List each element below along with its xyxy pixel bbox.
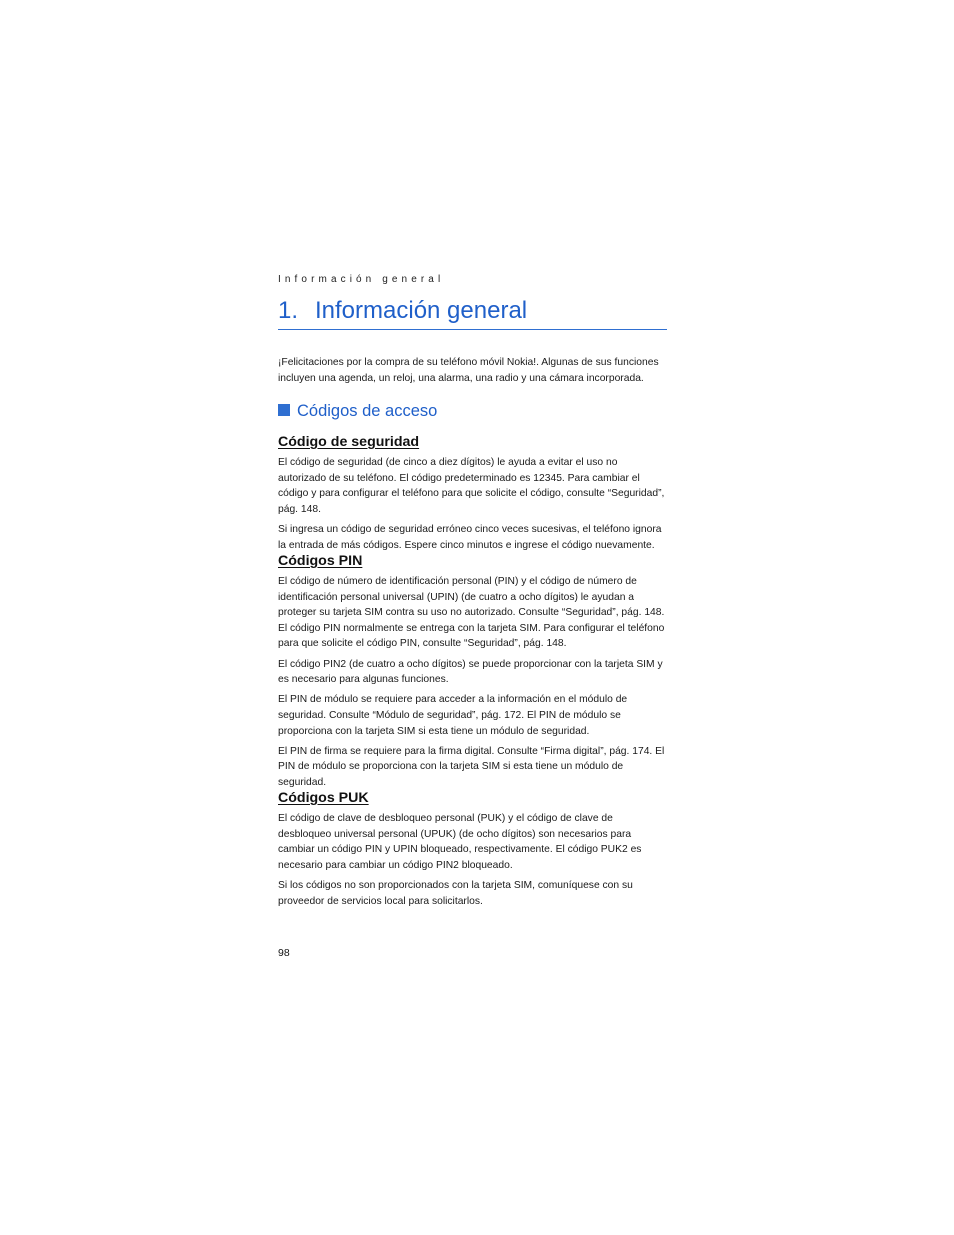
paragraph: El código PIN2 (de cuatro a ocho dígitos) se puede proporcionar con la tarjeta SIM y es necesario para algunas funciones. (278, 658, 663, 686)
running-header: Información general (278, 274, 445, 285)
section-square-icon (278, 404, 290, 416)
paragraph: El código de número de identificación personal (PIN) y el código de número de identificación personal universal (UPIN) (de cuatro a ocho dígitos) le ayudan a proteger su tarjeta SIM contra su uso no autorizado. Consulte “Seguridad”, pág. 148. El código PIN normalmente se entrega con la tarjeta SIM. Para configurar el teléfono para que solicite el código PIN, consulte “Seguridad”, pág. 148. (278, 576, 665, 650)
subsection-heading: Códigos PIN (278, 553, 363, 569)
paragraph: El PIN de módulo se requiere para acceder a la información en el módulo de seguridad. Consulte “Módulo de seguridad”, pág. 172. El PIN de módulo se proporciona con la tarjeta SIM si esta tiene un módulo de seguridad. (278, 694, 628, 737)
chapter-title-text: Información general (315, 297, 528, 324)
subsection-pin-codes (278, 552, 667, 795)
subsection-heading: Código de seguridad (278, 434, 420, 450)
chapter-number: 1. (278, 297, 299, 324)
intro-paragraph: ¡Felicitaciones por la compra de su teléfono móvil Nokia!. Algunas de sus funciones incluyen una agenda, un reloj, una alarma, una radio y una cámara incorporada. (278, 357, 659, 384)
paragraph: Si los códigos no son proporcionados con la tarjeta SIM, comuníquese con su proveedor de servicios local para solicitarlos. (278, 879, 633, 907)
section-heading-text: Códigos de acceso (297, 402, 438, 420)
subsection-puk-codes (278, 789, 667, 914)
page-number: 98 (278, 947, 290, 959)
subsection-security-code (278, 433, 667, 558)
section-heading (278, 400, 437, 422)
paragraph: El código de seguridad (de cinco a diez dígitos) le ayuda a evitar el uso no autorizado de su teléfono. El código predeterminado es 12345. Para cambiar el código y para configurar el teléfono para que solicite el código, consulte “Seguridad”, pág. 148. (278, 457, 665, 515)
chapter-title (278, 296, 667, 330)
subsection-heading: Códigos PUK (278, 790, 369, 806)
paragraph: El PIN de firma se requiere para la firma digital. Consulte “Firma digital”, pág. 174. El PIN de módulo se proporciona con la tarjeta SIM si esta tiene un módulo de seguridad. (278, 745, 665, 788)
paragraph: Si ingresa un código de seguridad erróneo cinco veces sucesivas, el teléfono ignora la entrada de más códigos. Espere cinco minutos e ingrese el código nuevamente. (278, 523, 662, 551)
paragraph: El código de clave de desbloqueo personal (PUK) y el código de clave de desbloqueo universal personal (UPUK) (de ocho dígitos) son necesarios para cambiar un código PIN y UPIN bloqueado, respectivamente. El código PUK2 es necesario para cambiar un código PIN2 bloqueado. (278, 813, 642, 871)
